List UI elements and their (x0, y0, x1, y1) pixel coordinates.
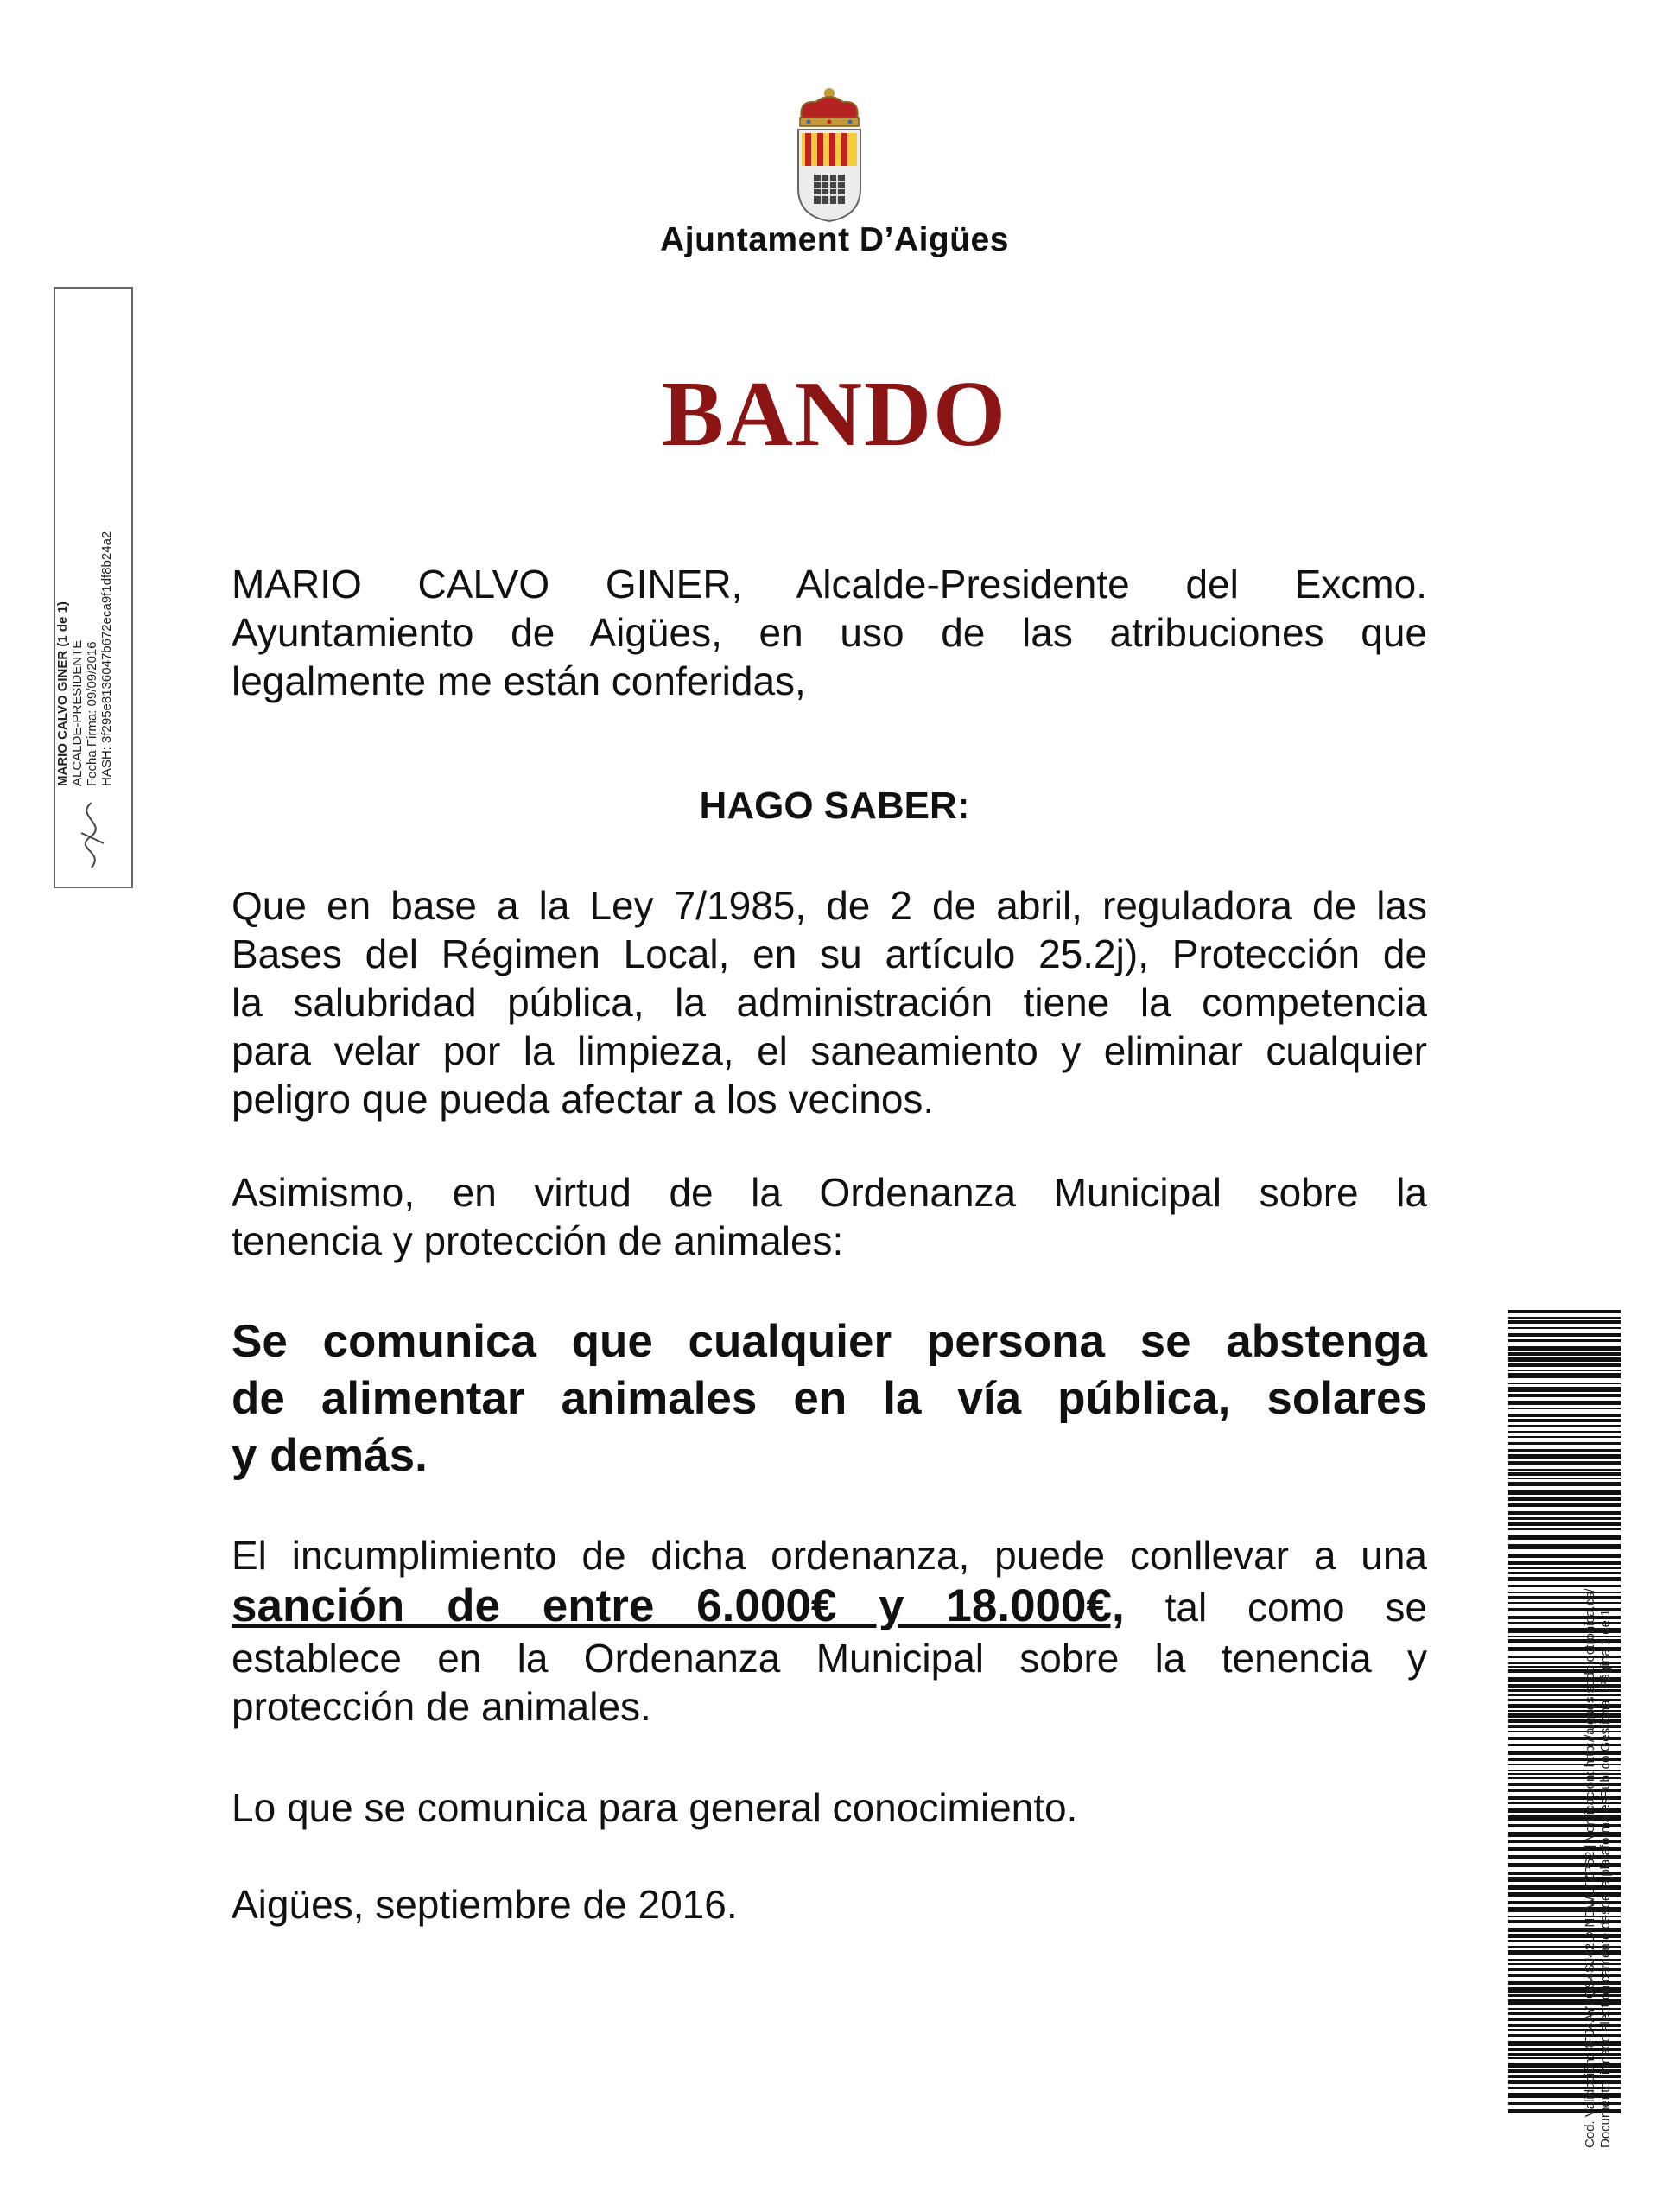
barcode-bar (1508, 1310, 1621, 1313)
paragraph-line: Asimismo, en virtud de la Ordenanza Municipal sobre la (232, 1170, 1427, 1215)
intro-paragraph (232, 560, 1427, 705)
paragraph-ordinance (232, 1168, 1427, 1265)
signature-date: Fecha Firma: 09/09/2016 (85, 641, 99, 786)
notice-line: Se comunica que cualquier persona se abstenga (232, 1316, 1427, 1367)
organization-name: Ajuntament D’Aigües (660, 221, 1009, 258)
paragraph-sanction (232, 1531, 1427, 1731)
intro-line: Ayuntamiento de Aigües, en uso de las atribuciones que (232, 610, 1427, 655)
paragraph-line: para velar por la limpieza, el saneamiento y eliminar cualquier (232, 1028, 1427, 1073)
intro-line: MARIO CALVO GINER, Alcalde-Presidente del Excmo. (232, 562, 1427, 607)
notice-line: de alimentar animales en la vía pública, solares (232, 1373, 1427, 1424)
signature-details (55, 289, 135, 890)
hago-saber-heading: HAGO SABER: (699, 785, 970, 827)
coat-of-arms-logo (790, 85, 869, 223)
barcode-bar (1508, 1327, 1621, 1329)
paragraph-line: establece en la Ordenanza Municipal sobre la tenencia y (232, 1636, 1427, 1681)
paragraph-law (232, 881, 1427, 1123)
document-title: BANDO (661, 363, 1008, 466)
place-and-date: Aigües, septiembre de 2016. (232, 1882, 738, 1927)
barcode-bar (1508, 1317, 1621, 1319)
paragraph-line: tenencia y protección de animales: (232, 1218, 844, 1263)
paragraph-line: la salubridad pública, la administración tiene la competencia (232, 980, 1427, 1025)
signer-name: MARIO CALVO GINER (1 de 1) (55, 601, 70, 786)
validation-info (1583, 1336, 1652, 2148)
sanction-line (232, 1580, 1427, 1634)
sanction-line-rest: tal como se (1164, 1585, 1427, 1630)
closing-text: Lo que se comunica para general conocimiento. (232, 1785, 1078, 1830)
signature-stamp (54, 287, 133, 888)
paragraph-line: El incumplimiento de dicha ordenanza, puede conllevar a una (232, 1533, 1427, 1578)
validation-code: Cod. Validación: 4FJ4AY2QS4SJ42LXNDWLTZP62 | Verificación: http://aigues.sedelectronica.es/ (1583, 1588, 1597, 2148)
paragraph-line: protección de animales. (232, 1684, 651, 1729)
signature-hash: HASH: 3f295e8136047b672eca9f1df8b24a2 (99, 531, 114, 786)
notice-statement (232, 1313, 1427, 1484)
paragraph-line: Bases del Régimen Local, en su artículo 25.2j), Protección de (232, 931, 1427, 976)
signer-role: ALCALDE-PRESIDENTE (70, 639, 85, 786)
notice-line: y demás. (232, 1430, 428, 1481)
intro-line: legalmente me están conferidas, (232, 658, 806, 703)
validation-platform: Documento firmado electrónicamente desde la plataforma esPublico Gestiona | Página 1 de 1 (1598, 1609, 1613, 2148)
sanction-amount: sanción de entre 6.000€ y 18.000€, (232, 1580, 1125, 1631)
paragraph-line: Que en base a la Ley 7/1985, de 2 de abril, reguladora de las (232, 883, 1427, 928)
paragraph-line: peligro que pueda afectar a los vecinos. (232, 1077, 935, 1122)
barcode-bar (1508, 1320, 1621, 1324)
